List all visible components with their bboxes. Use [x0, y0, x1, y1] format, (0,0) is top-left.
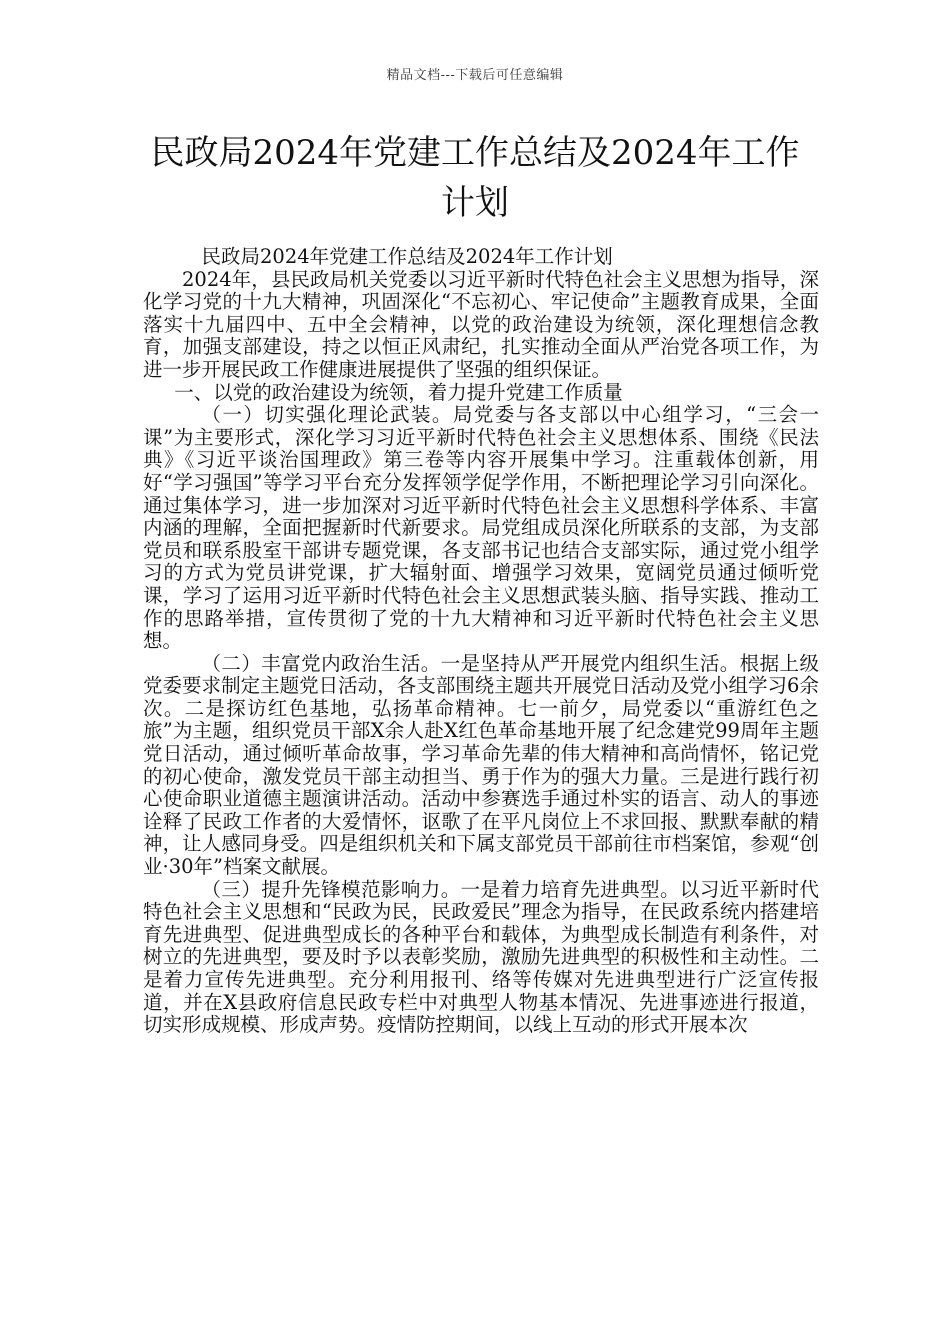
item-paragraph-1: （一）切实强化理论武装。局党委与各支部以中心组学习，“三会一课”为主要形式，深化学习习近平新时代特色社会主义思想体系、围绕《民法典》《习近平谈治国理政》第三卷等内容开展集中学习。注重载体创新，用好“学习强国”等学习平台充分发挥领学促学作用，不断把理论学习引向深化。通过集体学习，进一步加深对习近平新时代特色社会主义思想科学体系、丰富内涵的理解，全面把握新时代新要求。局党组成员深化所联系的支部，为支部党员和联系股室干部讲专题党课，各支部书记也结合支部实际，通过党小组学习的方式为党员讲党课，扩大辐射面、增强学习效果，宽阔党员通过倾听党课，学习了运用习近平新时代特色社会主义思想武装头脑、指导实践、推动工作的思路举措，宣传贯彻了党的十九大精神和习近平新时代特色社会主义思想。: [143, 403, 819, 653]
item-paragraph-2: （二）丰富党内政治生活。一是坚持从严开展党内组织生活。根据上级党委要求制定主题党日活动，各支部围绕主题共开展党日活动及党小组学习6余次。二是探访红色基地，弘扬革命精神。七一前夕，局党委以“重游红色之旅”为主题，组织党员干部X余人赴X红色革命基地开展了纪念建党99周年主题党日活动，通过倾听革命故事，学习革命先辈的伟大精神和高尚情怀，铭记党的初心使命，激发党员干部主动担当、勇于作为的强大力量。三是进行践行初心使命职业道德主题演讲活动。活动中参赛选手通过朴实的语言、动人的事迹诠释了民政工作者的大爱情怀，讴歌了在平凡岗位上不求回报、默默奉献的精神，让人感同身受。四是组织机关和下属支部党员干部前往市档案馆，参观“创业·30年”档案文献展。: [143, 651, 819, 879]
document-title: 民政局2024年党建工作总结及2024年工作计划: [150, 133, 800, 223]
document-body: [143, 246, 819, 1037]
header-note: 精品文档---下载后可任意编辑: [386, 68, 564, 83]
subtitle-paragraph: 民政局2024年党建工作总结及2024年工作计划: [201, 245, 613, 268]
intro-paragraph: 2024年，县民政局机关党委以习近平新时代特色社会主义思想为指导，深化学习党的十九大精神，巩固深化“不忘初心、牢记使命”主题教育成果，全面落实十九届四中、五中全会精神，以党的政治建设为统领，深化理想信念教育，加强支部建设，持之以恒正风肃纪，扎实推动全面从严治党各项工作，为进一步开展民政工作健康进展提供了坚强的组织保证。: [143, 267, 819, 381]
item-paragraph-3: （三）提升先锋模范影响力。一是着力培育先进典型。以习近平新时代特色社会主义思想和“民政为民，民政爱民”理念为指导，在民政系统内搭建培育先进典型、促进典型成长的各种平台和载体，为典型成长制造有利条件，对树立的先进典型，要及时予以表彰奖励，激励先进典型的积极性和主动性。二是着力宣传先进典型。充分利用报刊、络等传媒对先进典型进行广泛宣传报道，并在X县政府信息民政专栏中对典型人物基本情况、先进事迹进行报道，切实形成规模、形成声势。疫情防控期间，以线上互动的形式开展本次: [143, 877, 819, 1037]
section-heading-1: 一、以党的政治建设为统领，着力提升党建工作质量: [174, 380, 623, 404]
